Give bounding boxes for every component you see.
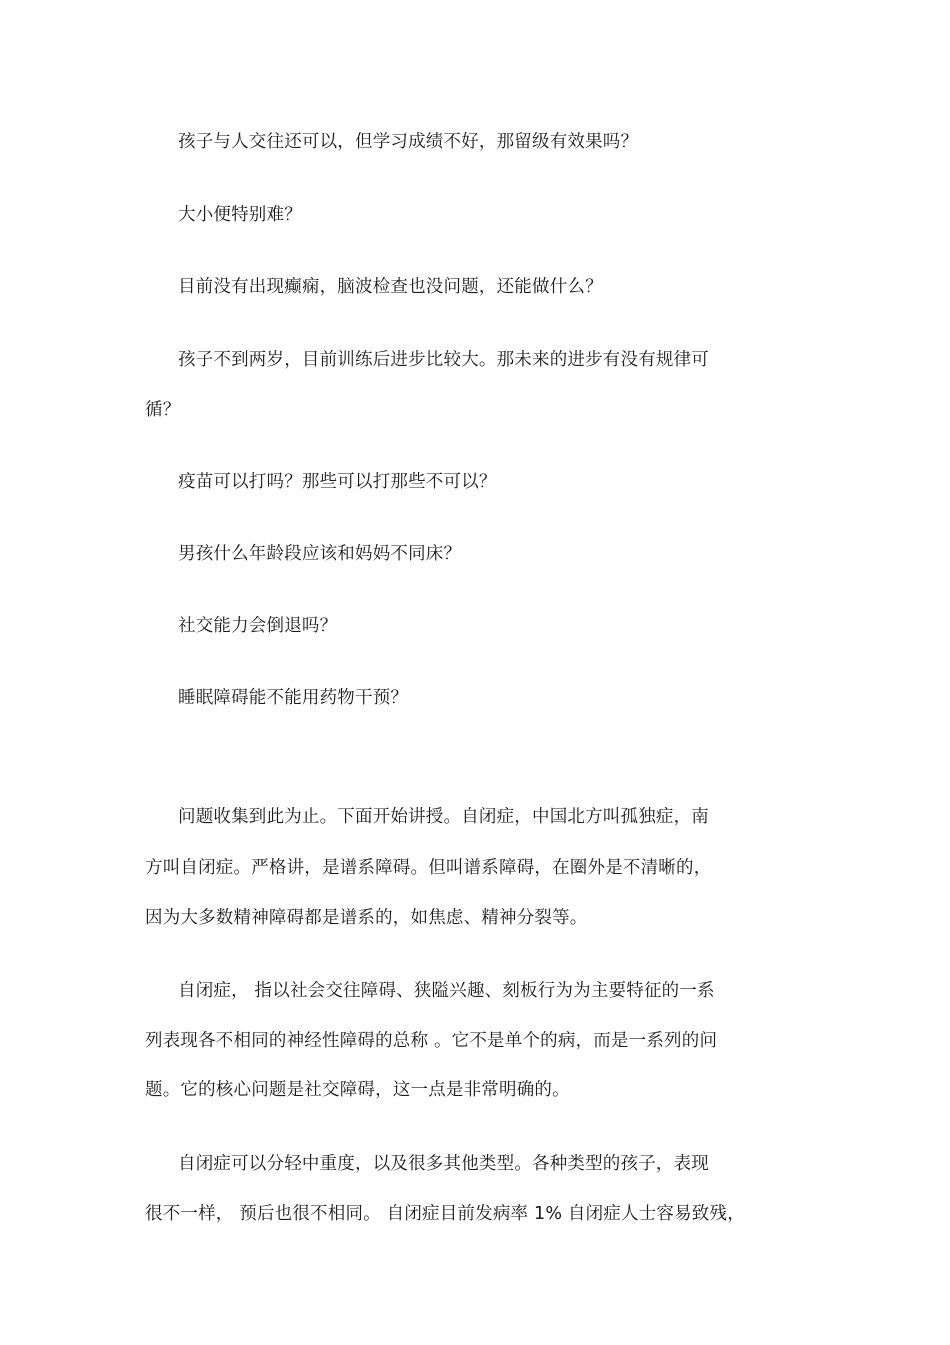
paragraph-3-line-1: 自闭症可以分轻中重度，以及很多其他类型。各种类型的孩子，表现 (178, 1154, 709, 1174)
question-4-line-1: 孩子不到两岁，目前训练后进步比较大。那未来的进步有没有规律可 (178, 350, 709, 370)
question-6: 男孩什么年龄段应该和妈妈不同床？ (178, 544, 462, 564)
paragraph-3-line-2: 很不一样， 预后也很不相同。 自闭症目前发病率 1% 自闭症人士容易致残， (145, 1204, 745, 1224)
question-5: 疫苗可以打吗？那些可以打那些不可以？ (178, 472, 497, 492)
question-7: 社交能力会倒退吗？ (178, 616, 338, 636)
paragraph-1-line-3: 因为大多数精神障碍都是谱系的，如焦虑、精神分裂等。 (145, 908, 588, 928)
paragraph-1-line-1: 问题收集到此为止。下面开始讲授。自闭症，中国北方叫孤独症，南 (178, 807, 709, 827)
question-2: 大小便特别难？ (178, 205, 302, 225)
paragraph-2-line-2: 列表现各不相同的神经性障碍的总称 。它不是单个的病，而是一系列的问 (145, 1031, 718, 1051)
question-3: 目前没有出现癫痫，脑波检查也没问题，还能做什么？ (178, 277, 603, 297)
paragraph-1-line-2: 方叫自闭症。严格讲，是谱系障碍。但叫谱系障碍，在圈外是不清晰的， (145, 858, 712, 878)
paragraph-2-line-1: 自闭症， 指以社会交往障碍、狭隘兴趣、刻板行为为主要特征的一系 (178, 981, 715, 1001)
paragraph-2-line-3: 题。它的核心问题是社交障碍，这一点是非常明确的。 (145, 1080, 570, 1100)
question-4-line-2: 循？ (145, 400, 181, 420)
question-1: 孩子与人交往还可以，但学习成绩不好，那留级有效果吗？ (178, 132, 639, 152)
question-8: 睡眠障碍能不能用药物干预？ (178, 688, 409, 708)
